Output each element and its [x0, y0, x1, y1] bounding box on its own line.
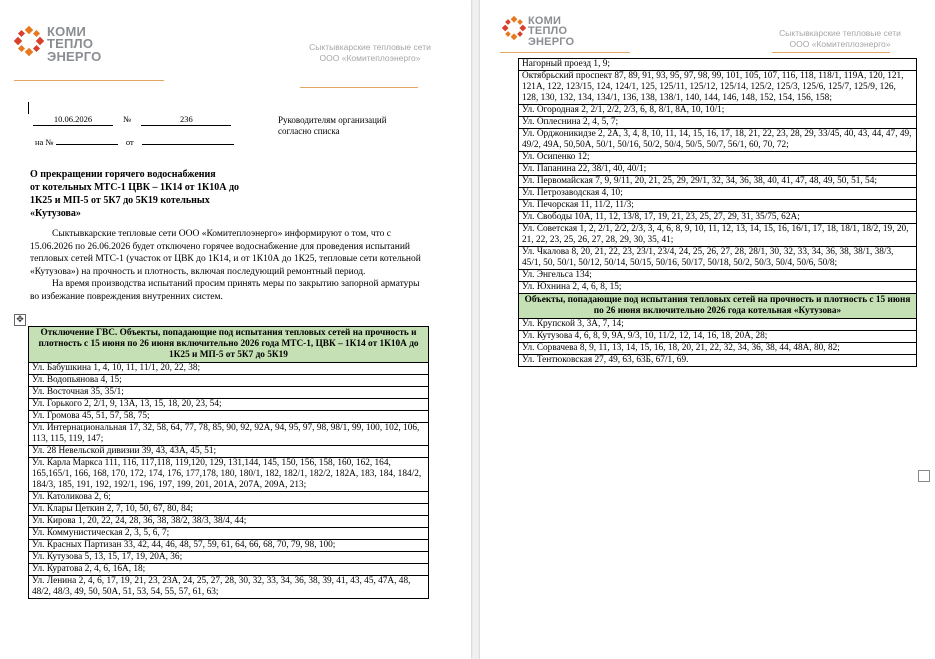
company-header	[300, 42, 440, 64]
header-rule-left	[14, 80, 164, 81]
logo-line: ЭНЕРГО	[47, 48, 102, 64]
table-row: Ул. Орджоникидзе 2, 2А, 3, 4, 8, 10, 11, 14, 15, 16, 17, 18, 21, 22, 23, 28, 29, 33/45, 40, 43, 44, 47, 49, 49/2, 49А, 50,50А, 50/1, 50/16, 50/2, 50/4, 50/5, 50/7, 56/1, 60, 70, 72;	[519, 129, 917, 152]
table-row: Ул. Громова 45, 51, 57, 58, 75;	[29, 411, 429, 423]
logo-emblem-icon	[502, 16, 526, 40]
ref-number-field	[56, 133, 118, 145]
table-row: Ул. Энгельса 134;	[519, 270, 917, 282]
logo-wordmark	[528, 16, 574, 47]
table-header: Отключение ГВС. Объекты, попадающие под испытания тепловых сетей на прочность и плотность с 15 июня по 26 июня включительно 2026 года МТС-1, ЦВК – 1К14 от 1К10А до 1К25 и МП-5 от 5К7 до 5К19	[29, 327, 429, 363]
table-header: Объекты, попадающие под испытания тепловых сетей на прочность и плотность с 15 июня по 26 июня включительно 2026 года котельная «Кутузова»	[519, 294, 917, 319]
table-row: Ул. Тентюковская 27, 49, 63, 63Б, 67/1, 69.	[519, 355, 917, 367]
ref-date-field	[142, 133, 234, 145]
registration-line-1	[33, 114, 231, 126]
table-row: Ул. Крупской 3, 3А, 7, 14;	[519, 319, 917, 331]
number-label: №	[123, 114, 132, 124]
company-logo	[14, 26, 102, 63]
address-table-2	[518, 58, 917, 367]
table-row: Ул. Чкалова 8, 20, 21, 22, 23, 23/1, 23/4, 24, 25, 26, 27, 28, 28/1, 30, 32, 33, 34, 36, 38, 38/1, 38/3, 45/1, 50, 50/1, 50/12, 50/14, 50/15, 50/16, 50/17, 50/18, 50/2, 50/3, 50/4, 50/6, 50/8;	[519, 247, 917, 270]
table-move-handle-icon[interactable]: ✥	[14, 314, 26, 326]
table-row: Ул. Водопьянова 4, 15;	[29, 375, 429, 387]
document-page-2	[480, 0, 935, 659]
table-row: Ул. Католикова 2, 6;	[29, 492, 429, 504]
company-logo	[502, 16, 574, 47]
logo-line: ЭНЕРГО	[528, 35, 575, 48]
table-row: Ул. Бабушкина 1, 4, 10, 11, 11/1, 20, 22, 38;	[29, 363, 429, 375]
table-resize-handle-icon[interactable]	[918, 470, 930, 482]
company-line-1: Сыктывкарские тепловые сети	[309, 42, 431, 52]
addressee-line-1: Руководителям организаций	[278, 115, 387, 125]
outgoing-date: 10.06.2026	[33, 114, 113, 126]
from-label: от	[125, 137, 134, 147]
table-row: Ул. Петрозаводская 4, 10;	[519, 188, 917, 200]
table-row: Ул. Оплеснина 2, 4, 5, 7;	[519, 117, 917, 129]
table-row: Ул. Кутузова 5, 13, 15, 17, 19, 20А, 36;	[29, 552, 429, 564]
addressee	[278, 115, 387, 137]
text-cursor	[28, 102, 29, 114]
subject-line: «Кутузова»	[30, 208, 81, 219]
table-row: Ул. Горького 2, 2/1, 9, 13А, 13, 15, 18, 20, 23, 54;	[29, 399, 429, 411]
logo-line: ТЕПЛО	[47, 36, 94, 52]
logo-line: КОМИ	[528, 15, 562, 27]
table-row: Октябрьский проспект 87, 89, 91, 93, 95, 97, 98, 99, 101, 105, 107, 116, 118, 118/1, 119А, 120, 121, 121А, 122, 123/15, 124, 124/1, 125, 125/11, 125/12, 125/14, 125/2, 125/3, 125/6, 125/7, 125/9, 126, 128, 130, 132, 134, 134/1, 136, 138, 138/1, 140, 144, 146, 148, 152, 154, 156, 158;	[519, 71, 917, 105]
table-row: Ул. Сорвачева 8, 9, 11, 13, 14, 15, 16, 18, 20, 21, 22, 32, 34, 36, 38, 44, 48А, 80, 82;	[519, 343, 917, 355]
table-row: Ул. Первомайская 7, 9, 9/11, 20, 21, 25, 29, 29/1, 32, 34, 36, 38, 40, 41, 47, 48, 49, 50, 51, 54;	[519, 176, 917, 188]
addressee-line-2: согласно списка	[278, 126, 340, 136]
letter-subject	[30, 168, 270, 220]
table-row: Ул. 28 Невельской дивизии 39, 43, 43А, 45, 51;	[29, 446, 429, 458]
address-table-1	[28, 326, 429, 599]
logo-line: КОМИ	[47, 24, 87, 39]
logo-emblem-icon	[14, 26, 44, 56]
table-row: Ул. Коммунистическая 2, 3, 5, 6, 7;	[29, 528, 429, 540]
table-row: Ул. Карла Маркса 111, 116, 117,118, 119,120, 129, 131,144, 145, 150, 156, 158, 160, 162, 164, 165,165/1, 166, 168, 170, 172, 174, 176, 177,178, 180, 180/1, 182, 182/1, 182/2, 182А, 183, 184, 184/2, 184/3, 185, 191, 192, 192/1, 196, 197, 199, 201, 201А, 207А, 209А, 213;	[29, 458, 429, 492]
subject-line: О прекращении горячего водоснабжения	[30, 169, 216, 180]
table-row: Нагорный проезд 1, 9;	[519, 59, 917, 71]
logo-line: ТЕПЛО	[528, 25, 568, 38]
table-row: Ул. Куратова 2, 4, 6, 16А, 18;	[29, 564, 429, 576]
header-rule-right	[300, 87, 418, 88]
subject-line: 1К25 и МП-5 от 5К7 до 5К19 котельных	[30, 195, 210, 206]
table-row: Ул. Свободы 10А, 11, 12, 13/8, 17, 19, 21, 23, 25, 27, 29, 31, 35/75, 62А;	[519, 212, 917, 224]
company-line-2: ООО «Комитеплоэнерго»	[789, 39, 891, 49]
table-row: Ул. Восточная 35, 35/1;	[29, 387, 429, 399]
company-header	[770, 28, 910, 50]
company-line-1: Сыктывкарские тепловые сети	[779, 28, 901, 38]
header-rule-right	[772, 52, 890, 53]
header-rule-left	[500, 52, 630, 53]
ref-label: на №	[35, 137, 54, 147]
table-row: Ул. Юхнина 2, 4, 6, 8, 15;	[519, 282, 917, 294]
table-row: Ул. Кирова 1, 20, 22, 24, 28, 36, 38, 38/2, 38/3, 38/4, 44;	[29, 516, 429, 528]
table-row: Ул. Осипенко 12;	[519, 152, 917, 164]
table-row: Ул. Печорская 11, 11/2, 11/3;	[519, 200, 917, 212]
table-row: Ул. Интернациональная 17, 32, 58, 64, 77, 78, 85, 90, 92, 92А, 94, 95, 97, 98, 98/1, 99, 100, 102, 106, 113, 115, 119, 147;	[29, 423, 429, 446]
company-line-2: ООО «Комитеплоэнерго»	[319, 53, 421, 63]
outgoing-number: 236	[141, 114, 231, 126]
table-row: Ул. Клары Цеткин 2, 7, 10, 50, 67, 80, 84;	[29, 504, 429, 516]
registration-line-2	[35, 133, 234, 147]
table-row: Ул. Кутузова 4, 6, 8, 9, 9А, 9/3, 10, 11/2, 12, 14, 16, 18, 20А, 28;	[519, 331, 917, 343]
table-row: Ул. Ленина 2, 4, 6, 17, 19, 21, 23, 23А, 24, 25, 27, 28, 30, 32, 33, 34, 36, 38, 39, 41, 43, 45, 47А, 48, 48/2, 48/3, 49, 50, 50А, 51, 53, 54, 55, 57, 61, 63;	[29, 576, 429, 599]
subject-line: от котельных МТС-1 ЦВК – 1К14 от 1К10А до	[30, 182, 240, 193]
letter-body	[30, 228, 425, 304]
body-paragraph: На время производства испытаний просим принять меры по закрытию запорной арматуры во избежание повреждения внутренних систем.	[30, 279, 420, 302]
table-row: Ул. Папанина 22, 38/1, 40, 40/1;	[519, 164, 917, 176]
logo-wordmark	[47, 26, 102, 63]
table-row: Ул. Красных Партизан 33, 42, 44, 46, 48, 57, 59, 61, 64, 66, 68, 70, 79, 98, 100;	[29, 540, 429, 552]
table-row: Ул. Советская 1, 2, 2/1, 2/2, 2/3, 3, 4, 6, 8, 9, 10, 11, 12, 13, 14, 15, 16, 16/1, 17, 18, 18/1, 18/2, 19, 20, 21, 22, 23, 25, 26, 27, 28, 29, 30, 35, 41;	[519, 224, 917, 247]
body-paragraph: Сыктывкарские тепловые сети ООО «Комитеплоэнерго» информируют о том, что с 15.06.2026 по 26.06.2026 будет отключено горячее водоснабжение для проведения испытаний тепловых сетей МТС-1 (участок от ЦВК до 1К14, и от 1К10А до 1К25, тепловые сети котельной «Кутузова») на прочность и плотность, включая последующий ремонтный период.	[30, 229, 421, 277]
table-row: Ул. Огородная 2, 2/1, 2/2, 2/3, 6, 8, 8/1, 8А, 10, 10/1;	[519, 105, 917, 117]
